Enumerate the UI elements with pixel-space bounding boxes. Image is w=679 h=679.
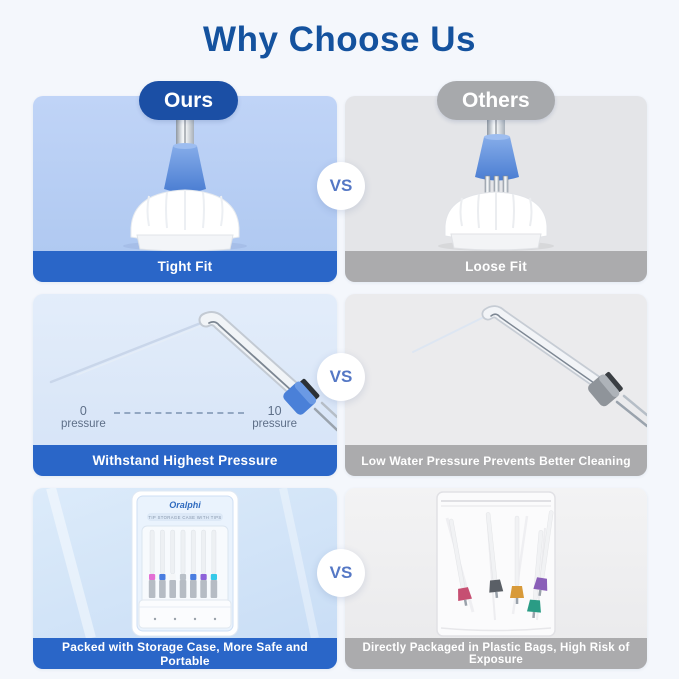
weak-jet-image [345,294,647,445]
plastic-bag-image [345,488,647,638]
pressure-min-label: pressure [61,418,106,431]
vs-badge-row1: VS [317,162,365,210]
ours-column-badge: Ours [139,81,238,120]
ours-fit-caption: Tight Fit [33,251,337,282]
others-packaging-caption: Directly Packaged in Plastic Bags, High Risk of Exposure [345,638,647,669]
ours-fit-card [33,96,337,282]
others-fit-card [345,96,647,282]
ours-packaging-card [33,488,337,669]
pressure-max-label: pressure [252,418,297,431]
storage-case-image [33,488,337,638]
pressure-gauge [61,405,297,431]
pressure-gauge-dashed-line [114,412,245,414]
others-pressure-card [345,294,647,476]
vs-badge-row2: VS [317,353,365,401]
others-packaging-card [345,488,647,669]
page-title: Why Choose Us [203,20,476,59]
high-pressure-illustration [33,294,337,445]
others-fit-caption: Loose Fit [345,251,647,282]
ours-pressure-caption: Withstand Highest Pressure [33,445,337,476]
pressure-gauge-max [252,405,297,431]
pressure-gauge-min [61,405,106,431]
others-pressure-caption: Low Water Pressure Prevents Better Cleaning [345,445,647,476]
pressure-max-value: 10 [267,403,282,418]
others-column-badge: Others [437,81,555,120]
low-pressure-illustration [345,294,647,445]
ours-packaging-caption: Packed with Storage Case, More Safe and Portable [33,638,337,669]
pressure-min-value: 0 [79,403,87,418]
case-subtitle-text: TIP STORAGE CASE WITH TIPS [148,515,222,520]
vs-badge-row3: VS [317,549,365,597]
case-brand-text: Oralphi [169,500,201,510]
storage-case-illustration [33,488,337,638]
ours-pressure-card [33,294,337,476]
plastic-bag-illustration [345,488,647,638]
